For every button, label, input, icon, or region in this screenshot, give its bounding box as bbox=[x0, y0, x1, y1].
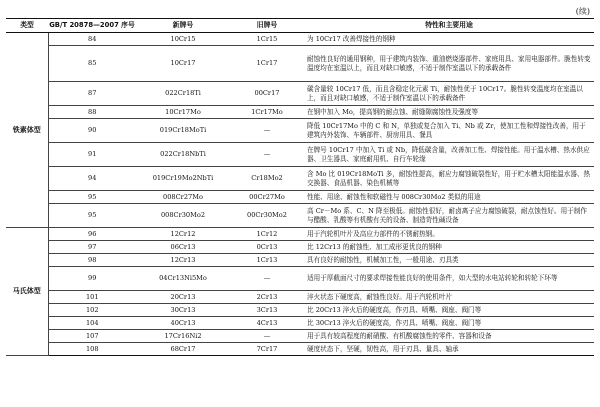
new-grade-cell: 022Cr18NbTi bbox=[136, 143, 230, 167]
table-row bbox=[6, 143, 594, 167]
header-type: 类型 bbox=[6, 19, 48, 33]
serial-number-cell: 98 bbox=[48, 254, 136, 267]
serial-number-cell: 85 bbox=[48, 46, 136, 82]
steel-grade-table bbox=[6, 18, 594, 356]
table-row bbox=[6, 82, 594, 106]
group-type-cell: 马氏体型 bbox=[6, 228, 48, 356]
properties-cell: 高 Cr－Mo 系、C、N 降至极低。耐蚀性很好，耐卤离子应力腐蚀破裂，耐点蚀性好。用于制作与醋酸、乳酸等有机酸有关的设备、制造苛性碱设备 bbox=[304, 204, 594, 228]
serial-number-cell: 108 bbox=[48, 343, 136, 356]
table-row bbox=[6, 254, 594, 267]
properties-cell: 硬度状态下，坚硬，韧性高，用于刃具、量具、轴承 bbox=[304, 343, 594, 356]
group-type-cell: 铁素体型 bbox=[6, 33, 48, 228]
properties-cell: 含 Mo 比 019Cr18MoTi 多，耐蚀性提高，耐应力腐蚀破裂性好，用于贮水槽太阳能温水器、热交换器、食品机器、染色机械等 bbox=[304, 167, 594, 191]
old-grade-cell: 1Cr13 bbox=[230, 254, 304, 267]
new-grade-cell: 10Cr17 bbox=[136, 46, 230, 82]
table-header-row bbox=[6, 19, 594, 33]
header-properties: 特性和主要用途 bbox=[304, 19, 594, 33]
table-row bbox=[6, 228, 594, 241]
new-grade-cell: 12Cr12 bbox=[136, 228, 230, 241]
old-grade-cell: 7Cr17 bbox=[230, 343, 304, 356]
continued-label: (续) bbox=[575, 7, 590, 16]
old-grade-cell: — bbox=[230, 119, 304, 143]
new-grade-cell: 68Cr17 bbox=[136, 343, 230, 356]
new-grade-cell: 20Cr13 bbox=[136, 291, 230, 304]
old-grade-cell: 00Cr30Mo2 bbox=[230, 204, 304, 228]
table-row bbox=[6, 304, 594, 317]
serial-number-cell: 95 bbox=[48, 204, 136, 228]
table-row bbox=[6, 330, 594, 343]
new-grade-cell: 10Cr17Mo bbox=[136, 106, 230, 119]
properties-cell: 具有良好的耐蚀性，机械加工性，一般用途、刃具类 bbox=[304, 254, 594, 267]
old-grade-cell: — bbox=[230, 267, 304, 291]
old-grade-cell: 1Cr17Mo bbox=[230, 106, 304, 119]
new-grade-cell: 008Cr30Mo2 bbox=[136, 204, 230, 228]
old-grade-cell: — bbox=[230, 143, 304, 167]
table-row bbox=[6, 343, 594, 356]
table-row bbox=[6, 33, 594, 46]
serial-number-cell: 94 bbox=[48, 167, 136, 191]
properties-cell: 性能、用途、耐蚀性和软磁性与 008Cr30Mo2 类似的用途 bbox=[304, 191, 594, 204]
header-old-grade: 旧牌号 bbox=[230, 19, 304, 33]
old-grade-cell: 3Cr13 bbox=[230, 304, 304, 317]
serial-number-cell: 107 bbox=[48, 330, 136, 343]
table-row bbox=[6, 119, 594, 143]
old-grade-cell: 4Cr13 bbox=[230, 317, 304, 330]
table-row bbox=[6, 267, 594, 291]
header-new-grade: 新牌号 bbox=[136, 19, 230, 33]
old-grade-cell: Cr18Mo2 bbox=[230, 167, 304, 191]
properties-cell: 碳含量较 10Cr17 低，而且含稳定化元素 Ti，耐蚀性优于 10Cr17。脆性转变温度均在室温以上，而且对缺口敏感，不适于制作室温以下的承载备件 bbox=[304, 82, 594, 106]
old-grade-cell: 1Cr17 bbox=[230, 46, 304, 82]
properties-cell: 在牌号 10Cr17 中加入 Ti 或 Nb，降低碳含量，改善加工性、焊接性能。用于温水槽、热水供应器、卫生器具、家庭耐用机、自行车轮缘 bbox=[304, 143, 594, 167]
serial-number-cell: 102 bbox=[48, 304, 136, 317]
serial-number-cell: 88 bbox=[48, 106, 136, 119]
new-grade-cell: 17Cr16Ni2 bbox=[136, 330, 230, 343]
new-grade-cell: 022Cr18Ti bbox=[136, 82, 230, 106]
new-grade-cell: 008Cr27Mo bbox=[136, 191, 230, 204]
new-grade-cell: 04Cr13Ni5Mo bbox=[136, 267, 230, 291]
properties-cell: 用于具有较高程度的耐硝酸、有机酸腐蚀性的零件、容器和设备 bbox=[304, 330, 594, 343]
new-grade-cell: 12Cr13 bbox=[136, 254, 230, 267]
serial-number-cell: 90 bbox=[48, 119, 136, 143]
serial-number-cell: 97 bbox=[48, 241, 136, 254]
serial-number-cell: 95 bbox=[48, 191, 136, 204]
header-standard-number: GB/T 20878—2007 序号 bbox=[48, 19, 136, 33]
serial-number-cell: 84 bbox=[48, 33, 136, 46]
old-grade-cell: 00Cr27Mo bbox=[230, 191, 304, 204]
old-grade-cell: 2Cr13 bbox=[230, 291, 304, 304]
new-grade-cell: 40Cr13 bbox=[136, 317, 230, 330]
serial-number-cell: 104 bbox=[48, 317, 136, 330]
properties-cell: 适用于厚截面尺寸的要求焊接性能良好的使用条件，如大型的水电站转轮和转轮下环等 bbox=[304, 267, 594, 291]
properties-cell: 为 10Cr17 改善焊接性的钢种 bbox=[304, 33, 594, 46]
properties-cell: 淬火状态下硬度高，耐蚀性良好。用于汽轮机叶片 bbox=[304, 291, 594, 304]
properties-cell: 用于汽轮机叶片及高应力部件的不锈耐热钢。 bbox=[304, 228, 594, 241]
old-grade-cell: — bbox=[230, 330, 304, 343]
properties-cell: 比 20Cr13 淬火后的硬度高，作刃具、喷嘴、阀座、阀门等 bbox=[304, 304, 594, 317]
new-grade-cell: 06Cr13 bbox=[136, 241, 230, 254]
properties-cell: 在钢中加入 Mo，提高钢的耐点蚀、耐缝隙腐蚀性及强度等 bbox=[304, 106, 594, 119]
serial-number-cell: 87 bbox=[48, 82, 136, 106]
old-grade-cell: 1Cr12 bbox=[230, 228, 304, 241]
properties-cell: 耐蚀性良好的通用钢种，用于建筑内装饰、重油燃烧器部件、家庭用具、家用电器部件。脆性转变温度均在室温以上，而且对缺口敏感，不适于制作室温以下的承载备件 bbox=[304, 46, 594, 82]
new-grade-cell: 019Cr19Mo2NbTi bbox=[136, 167, 230, 191]
new-grade-cell: 019Cr18MoTi bbox=[136, 119, 230, 143]
table-row bbox=[6, 241, 594, 254]
table-row bbox=[6, 167, 594, 191]
old-grade-cell: 1Cr15 bbox=[230, 33, 304, 46]
properties-cell: 降低 10Cr17Mo 中的 C 和 N，单独或复合加入 Ti、Nb 或 Zr，使加工性和焊接性改善，用于建筑内外装饰、车辆部件、厨房用具、餐具 bbox=[304, 119, 594, 143]
table-body bbox=[6, 33, 594, 356]
table-row bbox=[6, 204, 594, 228]
serial-number-cell: 99 bbox=[48, 267, 136, 291]
new-grade-cell: 30Cr13 bbox=[136, 304, 230, 317]
old-grade-cell: 0Cr13 bbox=[230, 241, 304, 254]
table-row bbox=[6, 106, 594, 119]
properties-cell: 比 12Cr13 的耐蚀性、加工成形更优良的钢种 bbox=[304, 241, 594, 254]
table-row bbox=[6, 317, 594, 330]
serial-number-cell: 91 bbox=[48, 143, 136, 167]
table-row bbox=[6, 291, 594, 304]
serial-number-cell: 101 bbox=[48, 291, 136, 304]
table-row bbox=[6, 191, 594, 204]
table-row bbox=[6, 46, 594, 82]
serial-number-cell: 96 bbox=[48, 228, 136, 241]
old-grade-cell: 00Cr17 bbox=[230, 82, 304, 106]
new-grade-cell: 10Cr15 bbox=[136, 33, 230, 46]
properties-cell: 比 30Cr13 淬火后的硬度高，作刃具、喷嘴、阀座、阀门等 bbox=[304, 317, 594, 330]
